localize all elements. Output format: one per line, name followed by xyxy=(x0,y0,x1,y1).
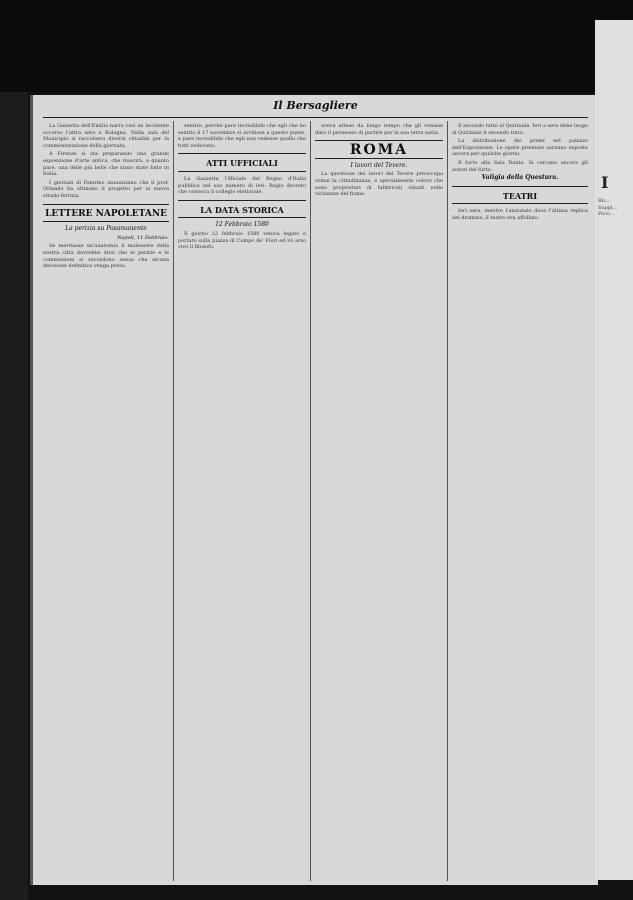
lettere-header-box xyxy=(43,204,169,223)
masthead-rule xyxy=(43,117,588,118)
data-storica-body: Il giorno 12 febbraio 1580 veniva legato e portato sulla piazza di Campo de' Fiori ed ivi arso vivo il filosofo. xyxy=(178,230,306,251)
data-storica-header-box xyxy=(178,200,306,219)
atti-header-box xyxy=(178,153,306,172)
article-firenze: A Firenze si sta preparando una grande esposizione d'arte antica, che riuscirà, a quanto pare, una delle più belle che siano state fatte in Italia. xyxy=(43,151,169,178)
book-spine xyxy=(0,0,28,900)
lettere-title: LETTERE NAPOLETANE xyxy=(45,208,167,219)
furto-item: Il furto alla Sala Dante. Si cercano ancora gli autori del furto. xyxy=(452,159,588,173)
teatri-title: TEATRI xyxy=(502,190,538,201)
dateline: Napoli, 11 Febbraio. xyxy=(117,234,169,241)
lettere-body: Se meritasse un'anatomia il malessere della nostra città dovrebbe dirsi che le perizie e le commissioni si succedono senza che alcuna decisione definitiva venga presa. xyxy=(43,243,169,270)
previous-page-edge xyxy=(0,0,633,92)
atti-title: ATTI UFFICIALI xyxy=(206,158,278,169)
column-4 xyxy=(452,123,588,883)
teatri-body: Ieri sera, mentre l'annunzio dava l'ultima replica del dramma, il teatro era affollato. xyxy=(452,208,588,221)
lettere-subtitle: La perizia su Posamanente xyxy=(65,225,147,233)
questura-title: Valigia della Questura. xyxy=(481,174,559,182)
roma-title: ROMA xyxy=(349,142,409,159)
column-rule xyxy=(173,121,174,881)
data-storica-date: 12 Febbraio 1580 xyxy=(215,221,269,229)
teatri-header-box xyxy=(452,186,588,205)
atti-body: La Gazzetta Ufficiale del Regno d'Italia pubblica nel suo numero di ieri: Regio decreto che convoca il collegio elettorale. xyxy=(178,175,306,196)
quirinale-item: Il secondo tutto al Quirinale. Ieri a sera ebbe luogo al Quirinale il secondo tutto. xyxy=(452,123,588,136)
article-palermo: I giornali di Palermo annunziano che il prof. Orlando ha ultimato il progetto per la nuova strada ferrata. xyxy=(43,179,169,199)
masthead: Il Bersagliere xyxy=(273,99,358,112)
roma-header-box xyxy=(315,140,443,159)
lavori-title: I lavori del Tevere. xyxy=(350,161,408,169)
article-body: aveva atteso da lungo tempo che gli venisse dato il permesso di partire per la sua terra natia. xyxy=(315,123,443,136)
data-storica-title: LA DATA STORICA xyxy=(200,204,284,215)
column-rule xyxy=(310,121,311,881)
next-page-text: Ric... Suppl... Poco... xyxy=(598,198,618,218)
column-1 xyxy=(43,123,169,883)
premi-item: La distribuzione dei premi nel palazzo dell'Esposizione. Le opere premiate saranno esposte ancora per qualche giorno. xyxy=(452,138,588,158)
column-3 xyxy=(315,123,443,883)
next-page-initial: I xyxy=(601,173,609,192)
roma-body: La questione dei lavori del Tevere preoccupa ormai la cittadinanza, e specialmente coloro che sono proprietari di fabbricati situati nelle vicinanze del fiume. xyxy=(315,171,443,198)
article-body: sentire, perchè pare incredibile che egli che ho sentito il 17 novembre si avvilisse a questo punto, e pare incredibile che egli non vedesse quello che tutti vedevano. xyxy=(178,123,306,149)
article-intro: La Gazzetta dell'Emilia narra così un incidente occorso l'altra sera a Bologna. Nella sala del Municipio si raccolsero diversi cittadini per la commemorazione della giornata. xyxy=(43,123,169,149)
next-page-edge xyxy=(595,20,633,880)
column-2 xyxy=(178,123,306,883)
column-rule xyxy=(447,121,448,881)
newspaper-page xyxy=(30,95,598,885)
